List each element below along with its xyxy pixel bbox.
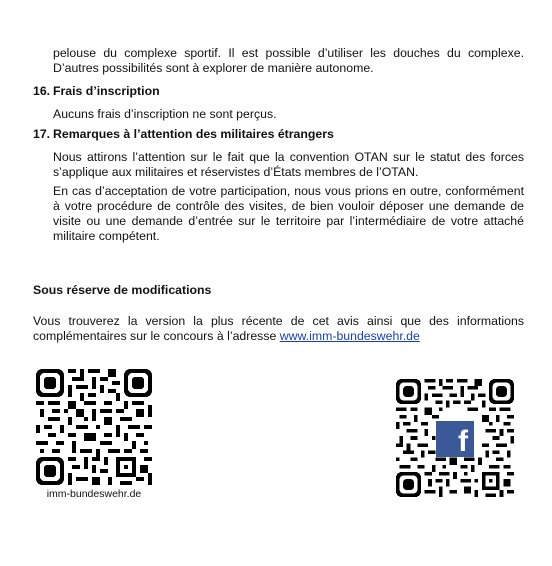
section-17-title: Remarques à l’attention des militaires étrangers xyxy=(53,127,334,141)
section-17-paragraph-2: En cas d’acceptation de votre participation, nous vous prions en outre, conformément à votre procédure de contrôle des visites, de bien vouloir déposer une demande de visite ou une demande d’entrée sur le territoire par l’intermédiaire de votre attaché militaire compétent. xyxy=(53,184,524,243)
section-17-paragraph-1: Nous attirons l’attention sur le fait que la convention OTAN sur le statut des forces s’applique aux militaires et réservistes d’États membres de l’OTAN. xyxy=(53,150,524,179)
section-16-paragraph: Aucuns frais d’inscription ne sont perçus. xyxy=(53,107,277,121)
section-17-heading xyxy=(33,127,334,142)
section-17-number: 17. xyxy=(33,127,51,141)
closing-text: Vous trouverez la version la plus récente de cet avis ainsi que des informations complémentaires sur le concours à l’adresse xyxy=(33,314,524,343)
qr-code-website-icon xyxy=(36,369,152,485)
website-link[interactable]: www.imm-bundeswehr.de xyxy=(279,329,420,343)
intro-paragraph: pelouse du complexe sportif. Il est possible d’utiliser les douches du complexe. D’autres possibilités sont à explorer de manière autonome. xyxy=(53,46,524,75)
facebook-logo-icon: f xyxy=(436,421,474,457)
section-16-title: Frais d’inscription xyxy=(53,84,160,98)
closing-paragraph xyxy=(33,314,524,344)
section-16-number: 16. xyxy=(33,84,51,98)
section-16-heading xyxy=(33,84,160,99)
reservation-heading: Sous réserve de modifications xyxy=(33,283,212,297)
qr-code-caption: imm-bundeswehr.de xyxy=(46,488,142,500)
